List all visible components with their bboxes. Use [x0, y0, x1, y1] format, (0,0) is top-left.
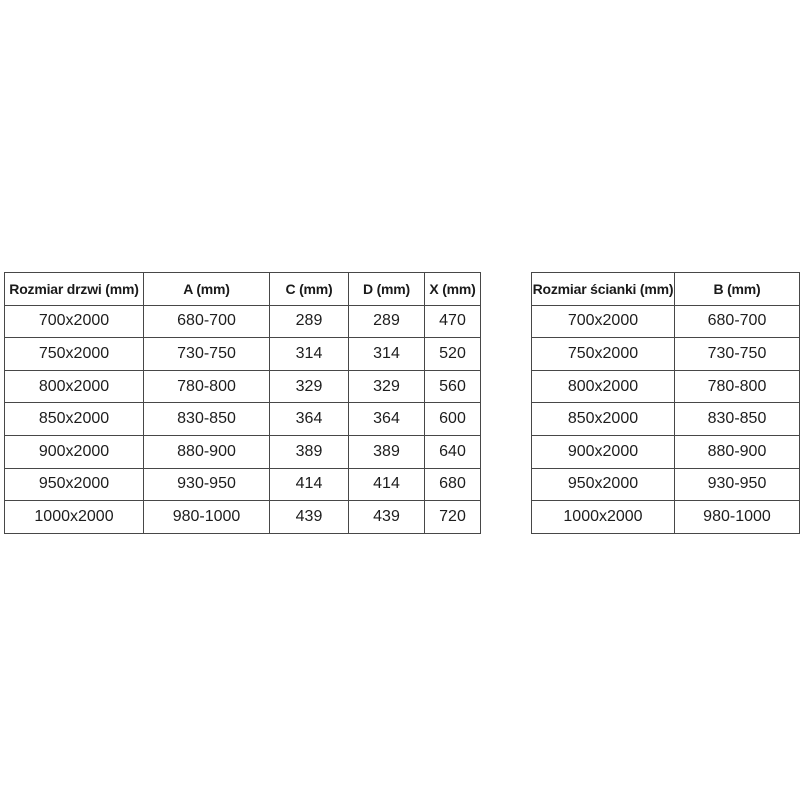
table-row [5, 468, 481, 501]
table-cell: 780-800 [674, 370, 799, 403]
table-cell: 314 [349, 338, 425, 371]
table-cell: 700x2000 [532, 305, 675, 338]
table-row [5, 370, 481, 403]
table-cell: 700x2000 [5, 305, 144, 338]
table-row [532, 370, 800, 403]
table-cell: 720 [425, 501, 481, 534]
table-cell: 900x2000 [532, 435, 675, 468]
table-cell: 364 [349, 403, 425, 436]
table-cell: 680 [425, 468, 481, 501]
table-cell: 730-750 [674, 338, 799, 371]
column-header: Rozmiar ścianki (mm) [532, 273, 675, 306]
table-cell: 750x2000 [5, 338, 144, 371]
table-cell: 880-900 [144, 435, 270, 468]
table-cell: 1000x2000 [532, 501, 675, 534]
column-header: D (mm) [349, 273, 425, 306]
column-header: A (mm) [144, 273, 270, 306]
table-cell: 560 [425, 370, 481, 403]
header-row [532, 273, 800, 306]
table-cell: 389 [270, 435, 349, 468]
table-cell: 289 [349, 305, 425, 338]
table-cell: 980-1000 [674, 501, 799, 534]
table-cell: 850x2000 [5, 403, 144, 436]
table-cell: 850x2000 [532, 403, 675, 436]
header-row [5, 273, 481, 306]
table-cell: 950x2000 [5, 468, 144, 501]
table-cell: 314 [270, 338, 349, 371]
table-cell: 600 [425, 403, 481, 436]
table-cell: 800x2000 [532, 370, 675, 403]
table-cell: 1000x2000 [5, 501, 144, 534]
table-row [5, 435, 481, 468]
table-row [532, 468, 800, 501]
table-cell: 780-800 [144, 370, 270, 403]
table-cell: 364 [270, 403, 349, 436]
table-cell: 680-700 [144, 305, 270, 338]
table-row [5, 403, 481, 436]
table-row [532, 305, 800, 338]
column-header: B (mm) [674, 273, 799, 306]
table-cell: 414 [270, 468, 349, 501]
table-cell: 730-750 [144, 338, 270, 371]
table-cell: 750x2000 [532, 338, 675, 371]
table-cell: 289 [270, 305, 349, 338]
table-cell: 980-1000 [144, 501, 270, 534]
door-dimensions-table [4, 272, 481, 534]
table-cell: 329 [349, 370, 425, 403]
table-row [532, 403, 800, 436]
table-row [532, 338, 800, 371]
table-cell: 470 [425, 305, 481, 338]
table-row [532, 435, 800, 468]
table-cell: 329 [270, 370, 349, 403]
table-row [5, 305, 481, 338]
table-cell: 800x2000 [5, 370, 144, 403]
table-cell: 439 [270, 501, 349, 534]
table-cell: 389 [349, 435, 425, 468]
table-cell: 950x2000 [532, 468, 675, 501]
table-cell: 930-950 [144, 468, 270, 501]
table-cell: 439 [349, 501, 425, 534]
table-row [5, 338, 481, 371]
table-cell: 930-950 [674, 468, 799, 501]
column-header: X (mm) [425, 273, 481, 306]
column-header: C (mm) [270, 273, 349, 306]
table-cell: 880-900 [674, 435, 799, 468]
table-row [532, 501, 800, 534]
column-header: Rozmiar drzwi (mm) [5, 273, 144, 306]
table-cell: 520 [425, 338, 481, 371]
wall-dimensions-table [531, 272, 800, 534]
table-cell: 414 [349, 468, 425, 501]
table-cell: 900x2000 [5, 435, 144, 468]
table-row [5, 501, 481, 534]
table-cell: 830-850 [144, 403, 270, 436]
table-cell: 680-700 [674, 305, 799, 338]
table-cell: 640 [425, 435, 481, 468]
table-cell: 830-850 [674, 403, 799, 436]
